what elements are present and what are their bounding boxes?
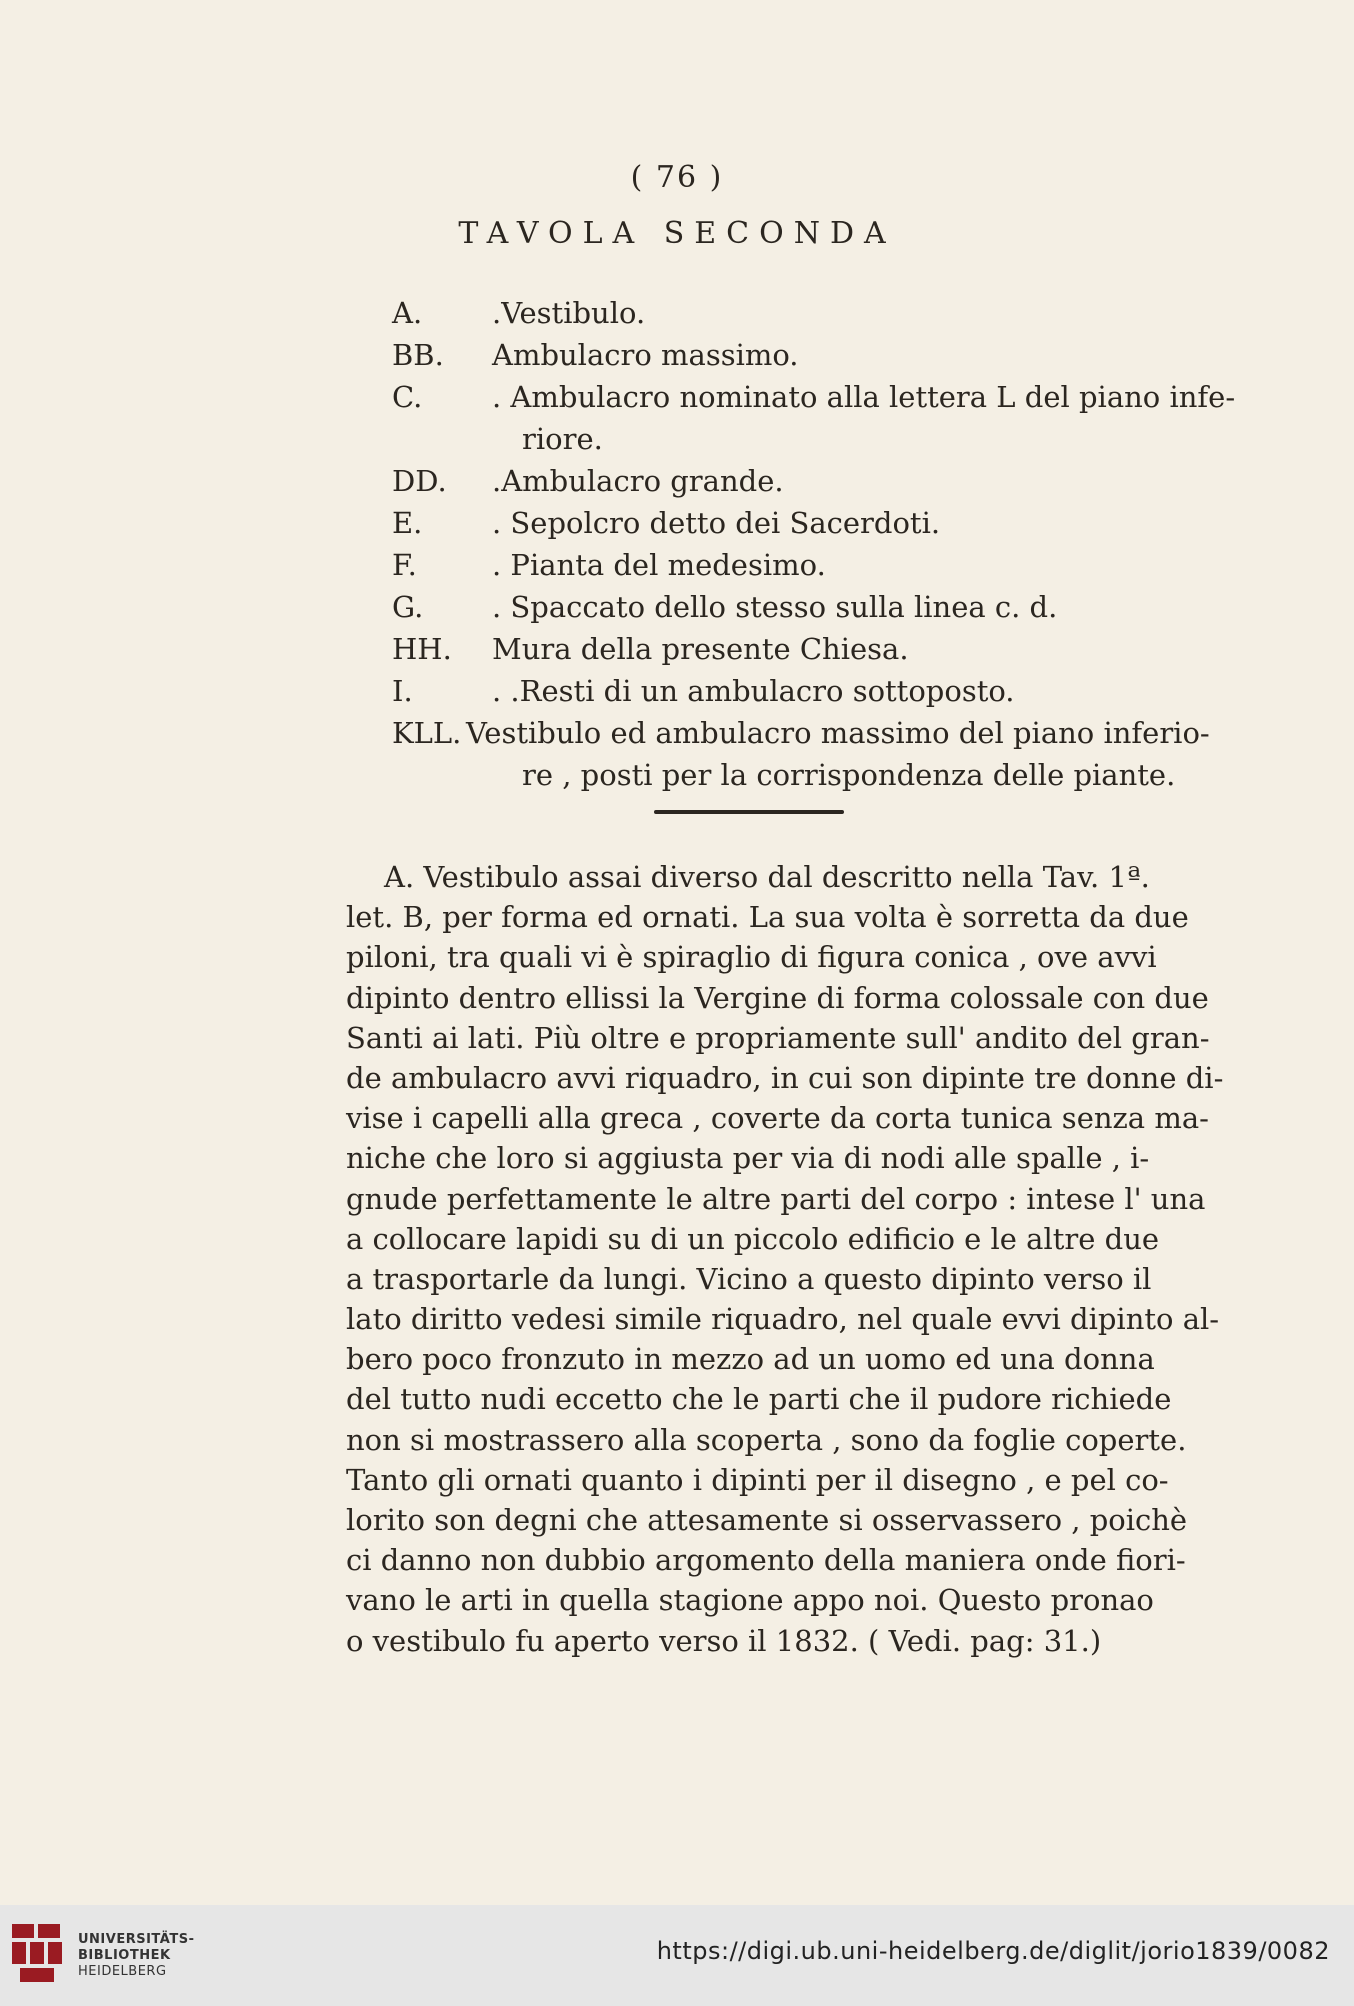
body-paragraph bbox=[346, 857, 1224, 1661]
plate-legend bbox=[392, 292, 1236, 796]
legend-desc: . .Resti di un ambulacro sottoposto. bbox=[492, 674, 1015, 708]
text-line: o vestibulo fu aperto verso il 1832. ( Vedi. pag: 31.) bbox=[346, 1623, 1102, 1658]
text-line: vano le arti in quella stagione appo noi. Questo pronao bbox=[346, 1583, 1154, 1618]
legend-entry bbox=[392, 292, 1152, 334]
legend-entry bbox=[392, 502, 1152, 544]
plate-heading: TAVOLA SECONDA bbox=[458, 216, 896, 251]
text-line: Santi ai lati. Più oltre e propriamente sull' andito del gran- bbox=[346, 1020, 1210, 1055]
page-number: ( 76 ) bbox=[630, 160, 724, 195]
legend-key: C. bbox=[392, 380, 423, 414]
text-line: gnude perfettamente le altre parti del corpo : intese l' una bbox=[346, 1181, 1206, 1216]
text-line: niche che loro si aggiusta per via di nodi alle spalle , i- bbox=[346, 1141, 1150, 1176]
text-line: de ambulacro avvi riquadro, in cui son dipinte tre donne di- bbox=[346, 1060, 1224, 1095]
legend-desc: Mura della presente Chiesa. bbox=[492, 632, 909, 666]
legend-entry bbox=[392, 460, 1152, 502]
text-line: lorito son degni che attesamente si osservassero , poichè bbox=[346, 1503, 1188, 1537]
section-divider bbox=[654, 810, 844, 814]
text-line: vise i capelli alla greca , coverte da corta tunica senza ma- bbox=[346, 1101, 1209, 1136]
text-line: bero poco fronzuto in mezzo ad un uomo ed una donna bbox=[346, 1342, 1155, 1377]
text-line: ci danno non dubbio argomento della maniera onde fiori- bbox=[346, 1543, 1186, 1578]
text-line: non si mostrassero alla scoperta , sono da foglie coperte. bbox=[346, 1422, 1187, 1457]
legend-key: A. bbox=[392, 296, 423, 330]
legend-continuation: riore. bbox=[522, 422, 603, 456]
legend-desc: . Pianta del medesimo. bbox=[492, 548, 826, 582]
legend-key: KLL. bbox=[392, 716, 462, 750]
legend-desc: Ambulacro massimo. bbox=[492, 338, 799, 372]
legend-entry bbox=[392, 712, 1210, 754]
library-logo-icon bbox=[12, 1924, 62, 1988]
legend-desc: Vestibulo ed ambulacro massimo del piano inferio- bbox=[466, 716, 1210, 750]
text-line: a trasportarle da lungi. Vicino a questo dipinto verso il bbox=[346, 1261, 1152, 1296]
text-line: del tutto nudi eccetto che le parti che il pudore richiede bbox=[346, 1382, 1172, 1417]
legend-key: DD. bbox=[392, 464, 447, 498]
legend-key: BB. bbox=[392, 338, 444, 372]
legend-desc: . Sepolcro detto dei Sacerdoti. bbox=[492, 506, 941, 540]
legend-entry bbox=[392, 586, 1152, 628]
legend-key: E. bbox=[392, 506, 423, 540]
legend-continuation: re , posti per la corrispondenza delle piante. bbox=[522, 758, 1176, 792]
legend-desc: . Spaccato dello stesso sulla linea c. d. bbox=[492, 590, 1058, 624]
legend-entry bbox=[392, 544, 1152, 586]
footer-bar bbox=[0, 1905, 1354, 2006]
permalink-url[interactable]: https://digi.ub.uni-heidelberg.de/diglit/jorio1839/0082 bbox=[656, 1937, 1330, 1965]
text-line: lato diritto vedesi simile riquadro, nel quale evvi dipinto al- bbox=[346, 1302, 1220, 1337]
legend-key: F. bbox=[392, 548, 417, 582]
text-line: a collocare lapidi su di un piccolo edificio e le altre due bbox=[346, 1221, 1160, 1256]
legend-entry bbox=[392, 334, 1152, 376]
legend-entry bbox=[392, 670, 1152, 712]
legend-desc: .Vestibulo. bbox=[492, 296, 646, 330]
legend-entry bbox=[392, 628, 1152, 670]
text-line: A. Vestibulo assai diverso dal descritto nella Tav. 1ª. bbox=[384, 860, 1150, 894]
legend-key: I. bbox=[392, 674, 413, 708]
text-line: let. B, per forma ed ornati. La sua volta è sorretta da due bbox=[346, 900, 1189, 935]
legend-desc: . Ambulacro nominato alla lettera L del piano infe- bbox=[492, 380, 1236, 414]
text-line: piloni, tra quali vi è spiraglio di figura conica , ove avvi bbox=[346, 940, 1157, 975]
text-line: dipinto dentro ellissi la Vergine di forma colossale con due bbox=[346, 980, 1209, 1015]
legend-key: G. bbox=[392, 590, 424, 624]
legend-desc: .Ambulacro grande. bbox=[492, 464, 784, 498]
legend-key: HH. bbox=[392, 632, 452, 666]
library-name: UNIVERSITÄTS- BIBLIOTHEK HEIDELBERG bbox=[78, 1931, 195, 1979]
text-line: Tanto gli ornati quanto i dipinti per il disegno , e pel co- bbox=[346, 1462, 1169, 1497]
legend-entry bbox=[392, 376, 1236, 418]
